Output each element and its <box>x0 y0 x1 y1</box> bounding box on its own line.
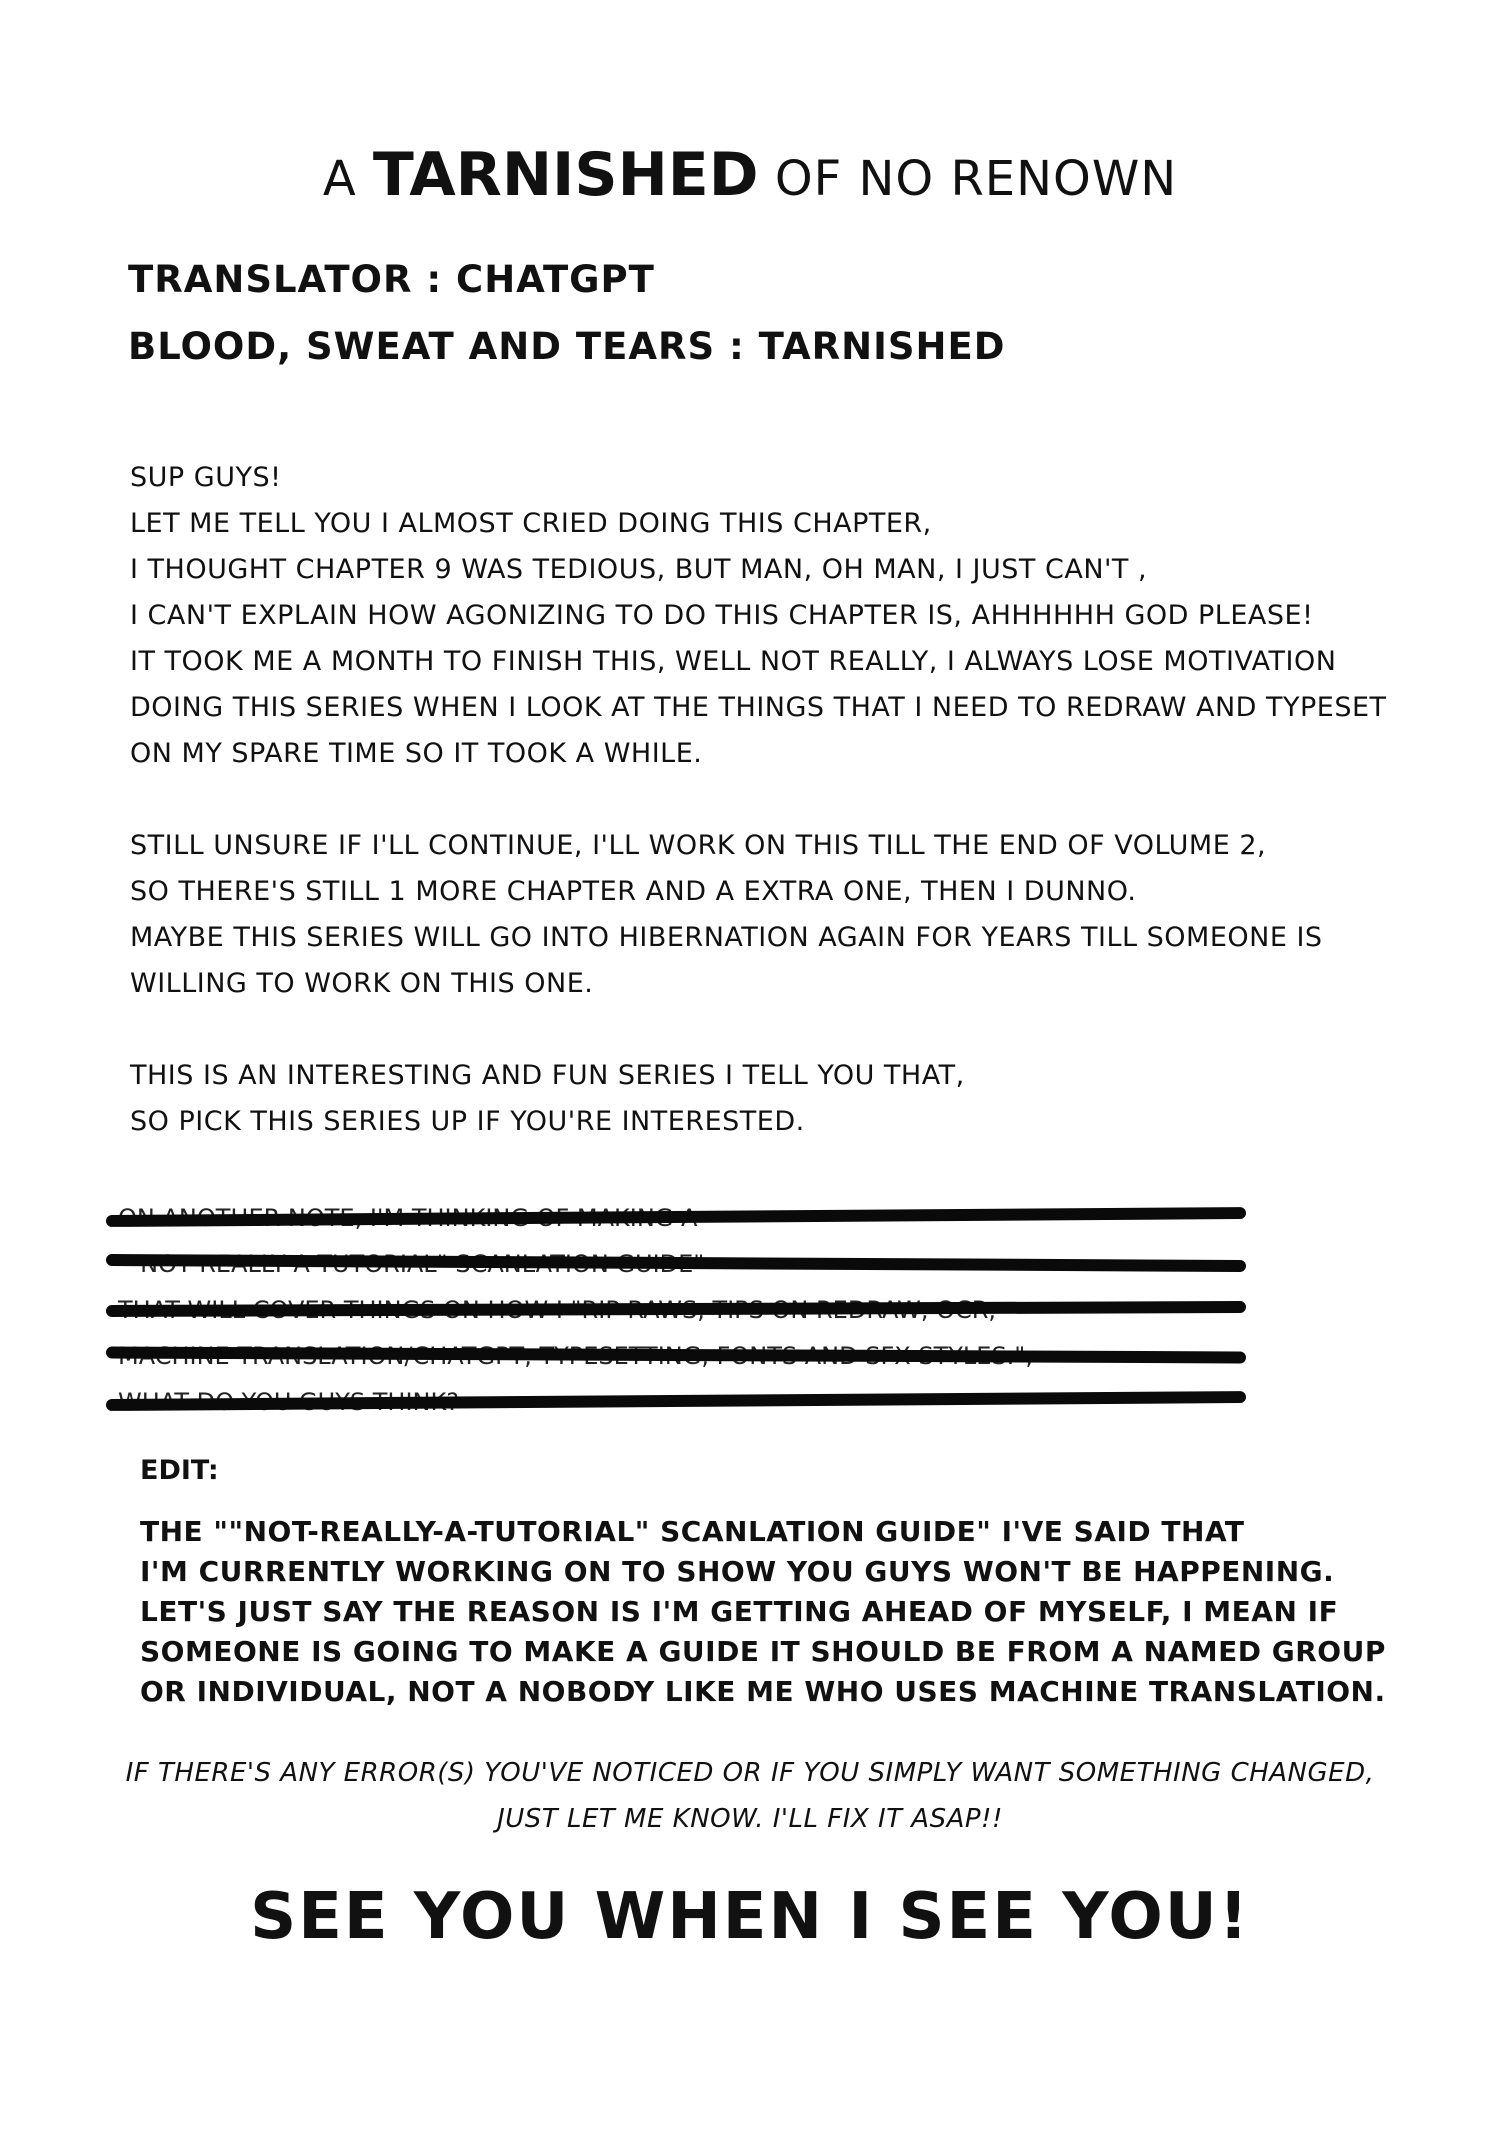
error-note-line: IF THERE'S ANY ERROR(S) YOU'VE NOTICED OR IF YOU SIMPLY WANT SOMETHING CHANGED, <box>125 1758 1375 1788</box>
edit-line: OR INDIVIDUAL, NOT A NOBODY LIKE ME WHO USES MACHINE TRANSLATION. <box>140 1675 1386 1708</box>
note-line: I CAN'T EXPLAIN HOW AGONIZING TO DO THIS CHAPTER IS, AHHHHHH GOD PLEASE! <box>130 600 1314 631</box>
credit-translator: TRANSLATOR : CHATGPT <box>128 258 655 301</box>
note-line: WILLING TO WORK ON THIS ONE. <box>130 968 594 999</box>
credit-staff: BLOOD, SWEAT AND TEARS : TARNISHED <box>128 325 1006 368</box>
edit-section <box>140 1512 1386 1712</box>
note-line: I THOUGHT CHAPTER 9 WAS TEDIOUS, BUT MAN, OH MAN, I JUST CAN'T , <box>130 554 1148 585</box>
edit-label: EDIT: <box>140 1455 219 1486</box>
edit-line: LET'S JUST SAY THE REASON IS I'M GETTING AHEAD OF MYSELF, I MEAN IF <box>140 1595 1339 1628</box>
struck-line <box>118 1195 1228 1241</box>
struck-line <box>118 1379 1228 1425</box>
farewell-heading: SEE YOU WHEN I SEE YOU! <box>250 1880 1250 1954</box>
note-line: DOING THIS SERIES WHEN I LOOK AT THE THINGS THAT I NEED TO REDRAW AND TYPESET <box>130 692 1387 723</box>
edit-line: SOMEONE IS GOING TO MAKE A GUIDE IT SHOULD BE FROM A NAMED GROUP <box>140 1635 1386 1668</box>
edit-line: I'M CURRENTLY WORKING ON TO SHOW YOU GUYS WON'T BE HAPPENING. <box>140 1555 1335 1588</box>
paragraph-gap <box>130 777 1390 823</box>
note-line: IT TOOK ME A MONTH TO FINISH THIS, WELL NOT REALLY, I ALWAYS LOSE MOTIVATION <box>130 646 1337 677</box>
title-emphasis: TARNISHED <box>372 140 759 210</box>
edit-line: THE ""NOT-REALLY-A-TUTORIAL" SCANLATION GUIDE" I'VE SAID THAT <box>140 1515 1245 1548</box>
note-line: SO PICK THIS SERIES UP IF YOU'RE INTERESTED. <box>130 1106 805 1137</box>
note-line: LET ME TELL YOU I ALMOST CRIED DOING THIS CHAPTER, <box>130 508 932 539</box>
title-prefix: A <box>322 151 357 207</box>
note-line: THIS IS AN INTERESTING AND FUN SERIES I TELL YOU THAT, <box>130 1060 965 1091</box>
note-line: ON MY SPARE TIME SO IT TOOK A WHILE. <box>130 738 703 769</box>
note-line: MAYBE THIS SERIES WILL GO INTO HIBERNATION AGAIN FOR YEARS TILL SOMEONE IS <box>130 922 1323 953</box>
title-suffix: OF NO RENOWN <box>774 151 1178 207</box>
struck-line <box>118 1287 1228 1333</box>
note-line: SUP GUYS! <box>130 462 282 493</box>
note-line: STILL UNSURE IF I'LL CONTINUE, I'LL WORK ON THIS TILL THE END OF VOLUME 2, <box>130 830 1267 861</box>
page-title <box>0 140 1500 210</box>
struck-line <box>118 1241 1228 1287</box>
translator-notes <box>130 455 1390 1145</box>
strikethrough-mark <box>106 1301 1246 1317</box>
paragraph-gap <box>130 1007 1390 1053</box>
struck-out-section <box>118 1195 1228 1425</box>
struck-line <box>118 1333 1228 1379</box>
note-line: SO THERE'S STILL 1 MORE CHAPTER AND A EXTRA ONE, THEN I DUNNO. <box>130 876 1137 907</box>
error-report-note <box>0 1750 1500 1842</box>
error-note-line: JUST LET ME KNOW. I'LL FIX IT ASAP!! <box>497 1804 1003 1834</box>
